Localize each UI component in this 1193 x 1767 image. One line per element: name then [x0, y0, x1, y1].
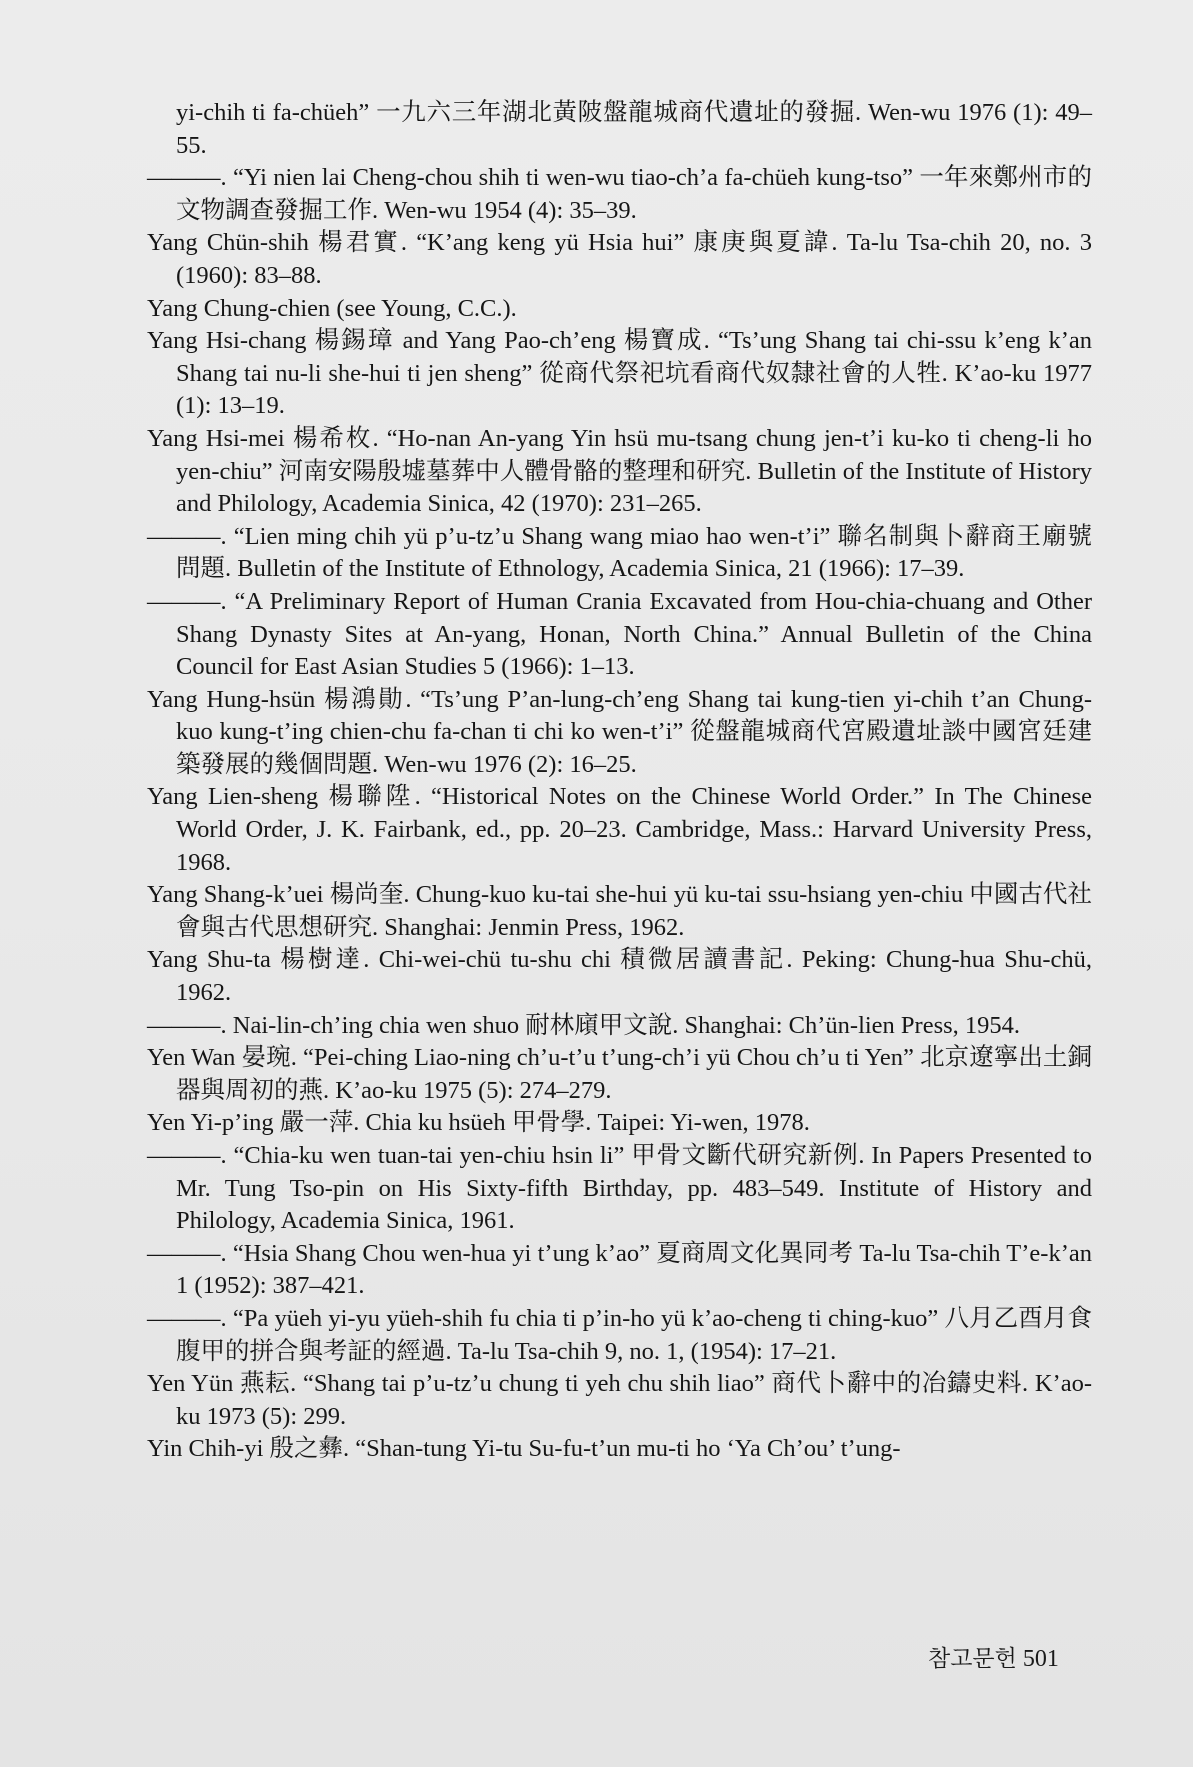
- list-item: Yang Hsi-mei 楊希枚. “Ho-nan An-yang Yin hsü mu-tsang chung jen-t’i ku-ko ti cheng-li ho yen-chiu” 河南安陽殷墟墓葬中人體骨骼的整理和研究. Bulletin of the Institute of History and Philology, Academia Sinica, 42 (1970): 231–265.: [147, 424, 1092, 518]
- list-item: yi-chih ti fa-chüeh” 一九六三年湖北黃陂盤龍城商代遺址的發掘. Wen-wu 1976 (1): 49–55.: [176, 99, 1092, 159]
- list-item: Yen Yi-p’ing 嚴一萍. Chia ku hsüeh 甲骨學. Taipei: Yi-wen, 1978.: [147, 1109, 810, 1137]
- list-item: Yen Yün 燕耘. “Shang tai p’u-tz’u chung ti yeh chu shih liao” 商代卜辭中的冶鑄史料. K’ao-ku 1973 (5): 299.: [147, 1370, 1092, 1430]
- list-item: Yang Hsi-chang 楊錫璋 and Yang Pao-ch’eng 楊寶成. “Ts’ung Shang tai chi-ssu k’eng k’an Shang tai nu-li she-hui ti jen sheng” 從商代祭祀坑看商代奴隸社會的人牲. K’ao-ku 1977 (1): 13–19.: [147, 327, 1092, 420]
- list-item: Yang Chung-chien (see Young, C.C.).: [147, 294, 517, 322]
- list-item: Yang Shu-ta 楊樹達. Chi-wei-chü tu-shu chi 積微居讀書記. Peking: Chung-hua Shu-chü, 1962.: [147, 946, 1092, 1007]
- bibliography-list: [147, 97, 1092, 1466]
- footer-label: 참고문헌: [928, 1646, 1017, 1672]
- list-item: ———. Nai-lin-ch’ing chia wen shuo 耐林廎甲文說. Shanghai: Ch’ün-lien Press, 1954.: [147, 1011, 1021, 1039]
- list-item: Yang Shang-k’uei 楊尚奎. Chung-kuo ku-tai she-hui yü ku-tai ssu-hsiang yen-chiu 中國古代社會與古代思想研究. Shanghai: Jenmin Press, 1962.: [147, 881, 1092, 941]
- list-item: Yang Hung-hsün 楊鴻勛. “Ts’ung P’an-lung-ch’eng Shang tai kung-tien yi-chih t’an Chung-kuo kung-t’ing chien-chu fa-chan ti chi ko wen-t’i” 從盤龍城商代宮殿遺址談中國宮廷建築發展的幾個問題. Wen-wu 1976 (2): 16–25.: [147, 685, 1092, 778]
- list-item: ———. “Yi nien lai Cheng-chou shih ti wen-wu tiao-ch’a fa-chüeh kung-tso” 一年來鄭州市的文物調查發掘工作. Wen-wu 1954 (4): 35–39.: [147, 164, 1092, 224]
- list-item: ———. “Lien ming chih yü p’u-tz’u Shang wang miao hao wen-t’i” 聯名制與卜辭商王廟號問題. Bulletin of the Institute of Ethnology, Academia Sinica, 21 (1966): 17–39.: [147, 522, 1092, 583]
- list-item: ———. “Chia-ku wen tuan-tai yen-chiu hsin li” 甲骨文斷代研究新例. In Papers Presented to Mr. Tung Tso-pin on His Sixty-fifth Birthday, pp. 483–549. Institute of History and Philology, Academia Sinica, 1961.: [147, 1142, 1092, 1235]
- list-item: ———. “A Preliminary Report of Human Crania Excavated from Hou-chia-chuang and Other Shang Dynasty Sites at An-yang, Honan, North China.” Annual Bulletin of the China Council for East Asian Studies 5 (1966): 1–13.: [147, 587, 1092, 681]
- page-number: 501: [1022, 1646, 1059, 1672]
- list-item: Yen Wan 晏琬. “Pei-ching Liao-ning ch’u-t’u t’ung-ch’i yü Chou ch’u ti Yen” 北京遼寧出土銅器與周初的燕. K’ao-ku 1975 (5): 274–279.: [147, 1044, 1092, 1104]
- list-item: ———. “Hsia Shang Chou wen-hua yi t’ung k’ao” 夏商周文化異同考 Ta-lu Tsa-chih T’e-k’an 1 (1952): 387–421.: [147, 1239, 1092, 1300]
- list-item: Yang Lien-sheng 楊聯陞. “Historical Notes on the Chinese World Order.” In The Chinese World Order, J. K. Fairbank, ed., pp. 20–23. Cambridge, Mass.: Harvard University Press, 1968.: [147, 783, 1092, 876]
- list-item: Yang Chün-shih 楊君實. “K’ang keng yü Hsia hui” 康庚與夏諱. Ta-lu Tsa-chih 20, no. 3 (1960): 83–88.: [147, 229, 1092, 289]
- list-item: Yin Chih-yi 殷之彝. “Shan-tung Yi-tu Su-fu-t’un mu-ti ho ‘Ya Ch’ou’ t’ung-: [147, 1435, 901, 1463]
- list-item: ———. “Pa yüeh yi-yu yüeh-shih fu chia ti p’in-ho yü k’ao-cheng ti ching-kuo” 八月乙酉月食腹甲的拼合與考証的經過. Ta-lu Tsa-chih 9, no. 1, (1954): 17–21.: [147, 1304, 1092, 1365]
- page-footer: [928, 1640, 1059, 1673]
